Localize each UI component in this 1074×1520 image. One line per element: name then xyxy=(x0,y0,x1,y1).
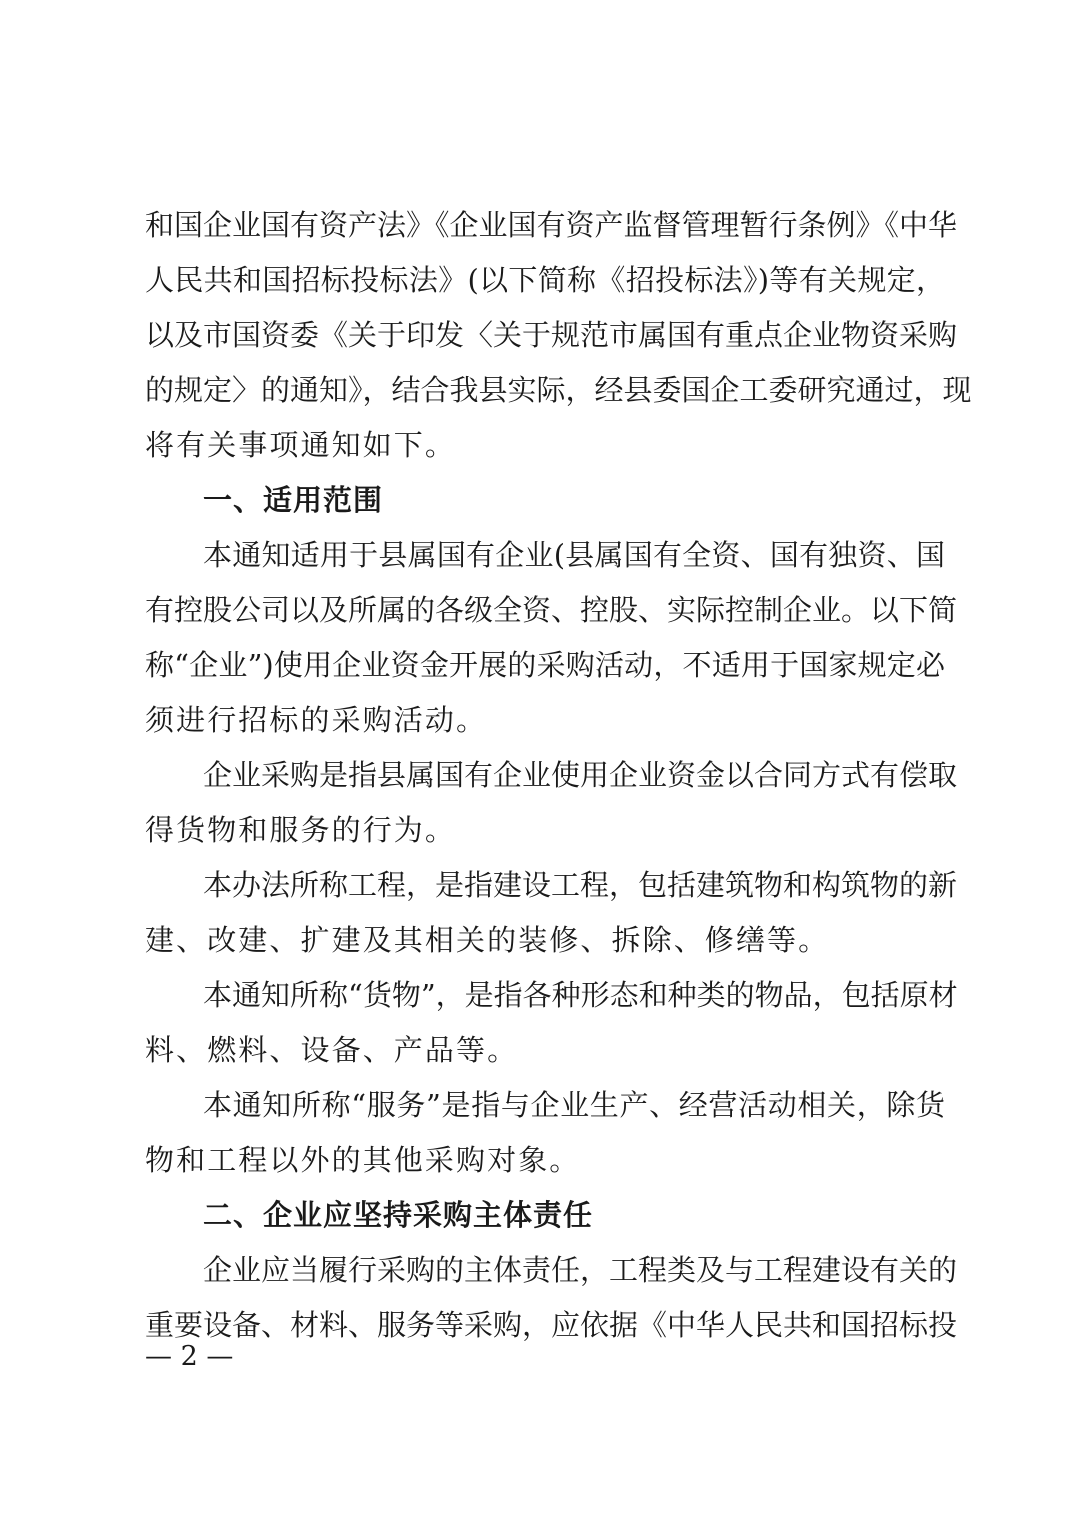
paragraph-first-line: 企业应当履行采购的主体责任，工程类及与工程建设有关的 xyxy=(203,1253,958,1287)
body-line: 以及市国资委《关于印发〈关于规范市属国有重点企业物资采购 xyxy=(145,318,958,352)
paragraph-first-line: 本通知所称“服务”是指与企业生产、经营活动相关，除货 xyxy=(203,1088,945,1122)
body-line: 将有关事项通知如下。 xyxy=(145,428,457,462)
body-line: 有控股公司以及所属的各级全资、控股、实际控制企业。以下简 xyxy=(145,593,958,627)
page-number: — 2 — xyxy=(145,1341,234,1372)
body-line: 料、燃料、设备、产品等。 xyxy=(145,1033,519,1067)
body-line: 人民共和国招标投标法》(以下简称《招投标法》)等有关规定， xyxy=(145,263,945,297)
body-line: 重要设备、材料、服务等采购，应依据《中华人民共和国招标投 xyxy=(145,1308,958,1342)
section-heading-responsibility: 二、企业应坚持采购主体责任 xyxy=(203,1198,594,1232)
paragraph-first-line: 企业采购是指县属国有企业使用企业资金以合同方式有偿取 xyxy=(203,758,958,792)
body-line: 的规定〉的通知》，结合我县实际，经县委国企工委研究通过，现 xyxy=(145,373,972,407)
body-line: 须进行招标的采购活动。 xyxy=(145,703,488,737)
paragraph-first-line: 本通知适用于县属国有企业(县属国有全资、国有独资、国 xyxy=(203,538,945,572)
body-line: 和国企业国有资产法》《企业国有资产监督管理暂行条例》《中华 xyxy=(145,208,958,242)
document-body xyxy=(145,198,972,1353)
paragraph-first-line: 本办法所称工程，是指建设工程，包括建筑物和构筑物的新 xyxy=(203,868,958,902)
body-line: 建、改建、扩建及其相关的装修、拆除、修缮等。 xyxy=(145,923,830,957)
section-heading-scope: 一、适用范围 xyxy=(203,483,384,517)
body-line: 物和工程以外的其他采购对象。 xyxy=(145,1143,581,1177)
body-line: 称“企业”)使用企业资金开展的采购活动，不适用于国家规定必 xyxy=(145,648,945,682)
body-line: 得货物和服务的行为。 xyxy=(145,813,457,847)
paragraph-first-line: 本通知所称“货物”，是指各种形态和种类的物品，包括原材 xyxy=(203,978,958,1012)
